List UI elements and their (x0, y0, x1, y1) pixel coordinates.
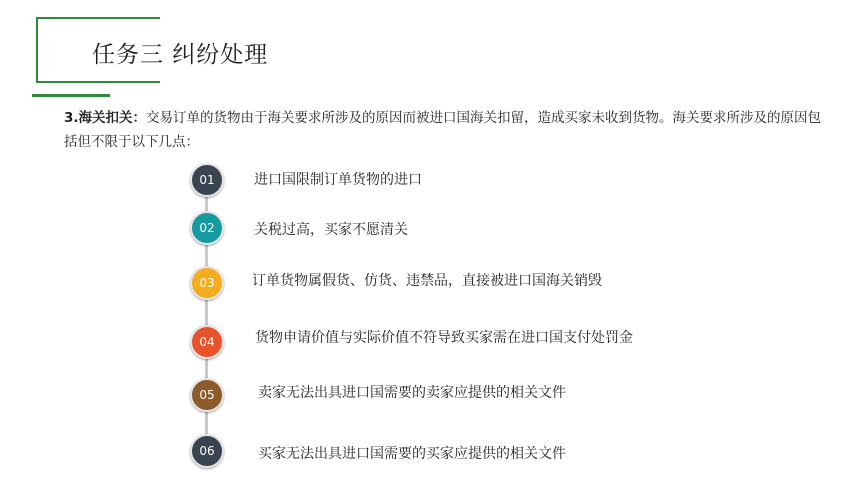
intro-text: 交易订单的货物由于海关要求所涉及的原因而被进口国海关扣留，造成买家未收到货物。海关要求所涉及的原因包括但不限于以下几点： (64, 110, 822, 150)
timeline-node-06: 06 (190, 434, 224, 468)
timeline-item-04: 货物申请价值与实际价值不符导致买家需在进口国支付处罚金 (255, 330, 633, 346)
timeline-node-05: 05 (190, 378, 224, 412)
timeline-item-02: 关税过高，买家不愿清关 (254, 222, 408, 238)
intro-lead: 3.海关扣关： (64, 110, 147, 126)
intro-paragraph (64, 106, 834, 154)
title-underline (32, 94, 110, 97)
timeline-node-02: 02 (190, 211, 224, 245)
timeline-item-05: 卖家无法出具进口国需要的卖家应提供的相关文件 (258, 385, 566, 401)
timeline-node-03: 03 (190, 266, 224, 300)
timeline-item-06: 买家无法出具进口国需要的买家应提供的相关文件 (258, 446, 566, 462)
page-title: 任务三 纠纷处理 (92, 42, 269, 68)
timeline-item-03: 订单货物属假货、仿货、违禁品，直接被进口国海关销毁 (252, 273, 602, 289)
timeline-node-04: 04 (190, 325, 224, 359)
timeline-item-01: 进口国限制订单货物的进口 (254, 172, 422, 188)
timeline-node-01: 01 (190, 163, 224, 197)
